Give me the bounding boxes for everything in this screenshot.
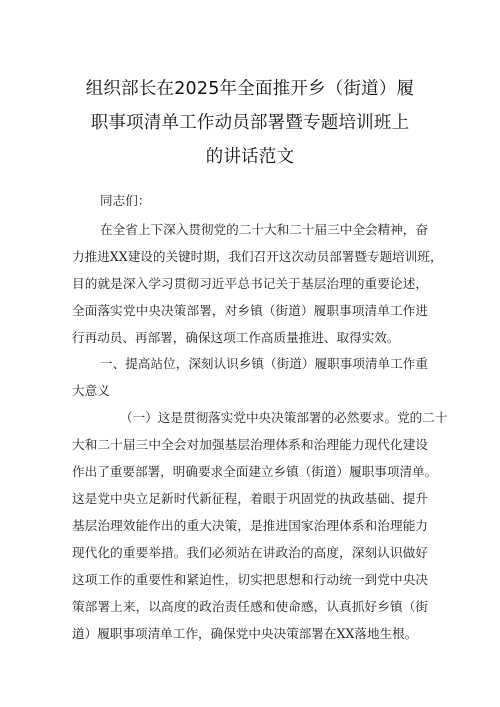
paragraph-line: 大和二十届三中全会对加强基层治理体系和治理能力现代化建设 (72, 437, 428, 453)
title-line-2: 职事项清单工作动员部署暨专题培训班上 (90, 113, 410, 133)
title-line-1: 组织部长在2025年全面推开乡（街道）履 (85, 79, 415, 99)
section-heading-1 (72, 351, 428, 405)
paragraph-line: 现代化的重要举措。我们必须站在讲政治的高度，深刻认识做好 (72, 544, 428, 560)
paragraph-line: 这项工作的重要性和紧迫性，切实把思想和行动统一到党中央决 (72, 571, 428, 587)
paragraph-line: 基层治理效能作出的重大决策，是推进国家治理体系和治理能力 (72, 517, 428, 533)
paragraph-section-1-1 (72, 405, 448, 647)
paragraph-intro (72, 217, 443, 352)
document-body (72, 188, 448, 647)
title-line-3: 的讲话范文 (205, 147, 295, 167)
paragraph-line: 行再动员、再部署，确保这项工作高质量推进、取得实效。 (72, 329, 400, 345)
paragraph-line: 作出了重要部署，明确要求全面建立乡镇（街道）履职事项清单。 (72, 464, 438, 480)
paragraph-line: 策部署上来，以高度的政治责任感和使命感，认真抓好乡镇（街 (72, 598, 428, 614)
paragraph-line: （一）这是贯彻落实党中央决策部署的必然要求。党的二十 (120, 410, 448, 426)
paragraph-line: 在全省上下深入贯彻党的二十大和二十届三中全会精神，奋 (100, 221, 428, 237)
heading-line: 大意义 (72, 383, 110, 399)
document-title (72, 72, 428, 174)
paragraph-line: 这是党中央立足新时代新征程，着眼于巩固党的执政基础、提升 (72, 490, 428, 506)
paragraph-line: 力推进XX建设的关键时期，我们召开这次动员部署暨专题培训班， (72, 248, 443, 264)
paragraph-line: 目的就是深入学习贯彻习近平总书记关于基层治理的重要论述， (72, 275, 428, 291)
paragraph-line: 全面落实党中央决策部署，对乡镇（街道）履职事项清单工作进 (72, 302, 428, 318)
greeting: 同志们： (100, 193, 151, 208)
paragraph-line: 道）履职事项清单工作，确保党中央决策部署在XX落地生根。 (72, 625, 418, 641)
heading-line: 一、提高站位，深刻认识乡镇（街道）履职事项清单工作重 (100, 356, 428, 372)
